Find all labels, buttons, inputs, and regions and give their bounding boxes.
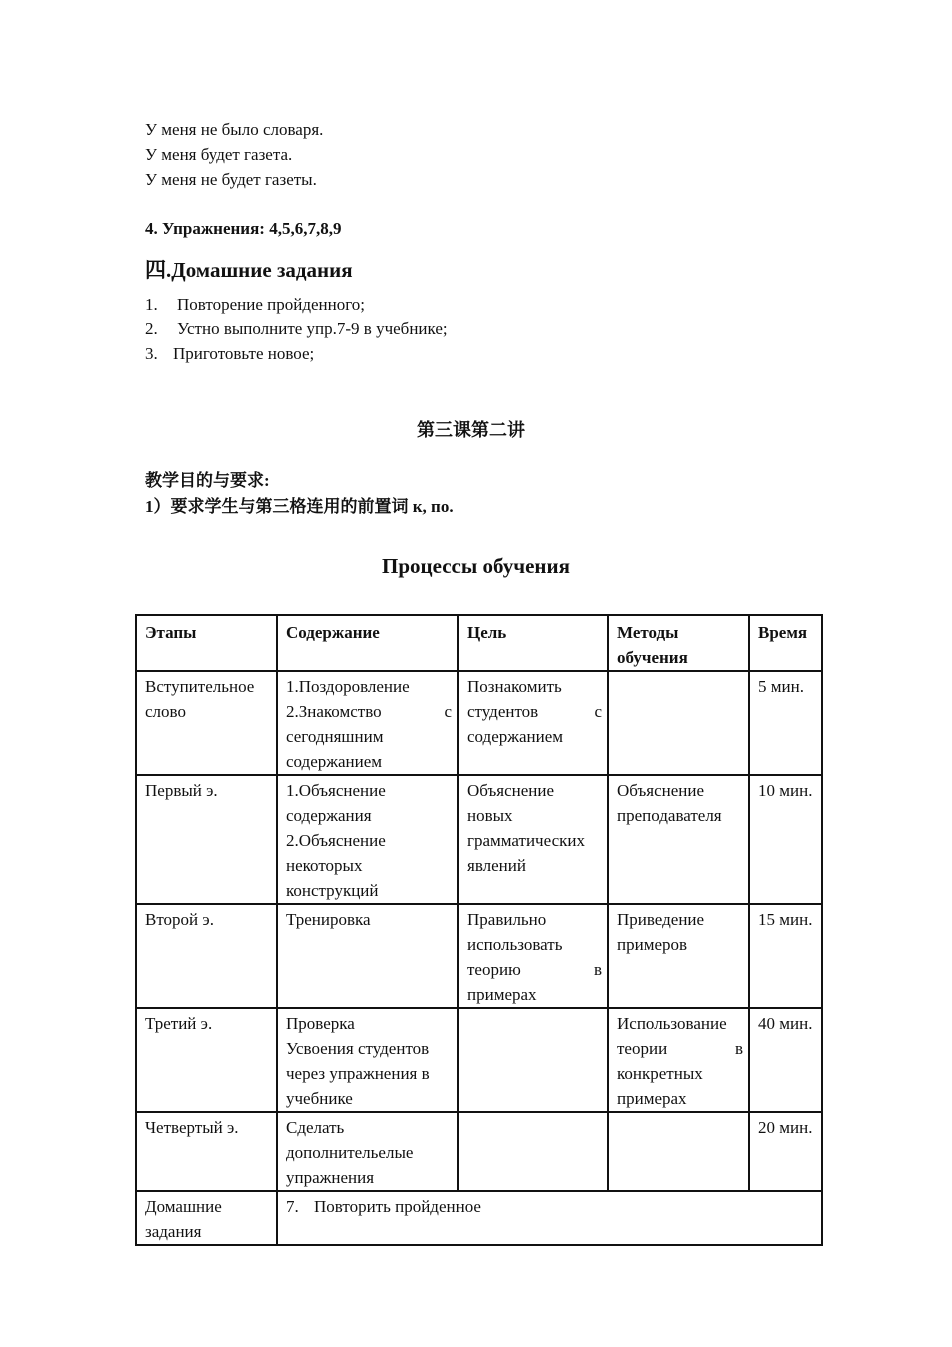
table-row <box>136 671 822 775</box>
time-cell: 40 мин. <box>749 1008 822 1112</box>
column-header: Методы обучения <box>608 615 749 671</box>
cell-line-justified <box>286 699 452 724</box>
cell-line: Усвоения студентов <box>286 1039 430 1058</box>
table-row-homework <box>136 1191 822 1245</box>
list-number: 7. <box>286 1197 299 1216</box>
cell-line-justified <box>617 1036 743 1061</box>
cell-line: содержанием <box>467 727 564 746</box>
cell-line: Тренировка <box>286 910 371 929</box>
cell-line: Использование <box>617 1014 727 1033</box>
cell-line: упражнения <box>286 1168 375 1187</box>
list-text: Устно выполните упр.7-9 в учебнике; <box>177 319 448 338</box>
cell-line: Познакомить <box>467 677 562 696</box>
cell-line: содержанием <box>286 752 383 771</box>
cell-word: с <box>444 702 452 721</box>
homework-item <box>145 319 448 339</box>
table-row <box>136 1008 822 1112</box>
column-header: Время <box>749 615 822 671</box>
list-number: 2. <box>145 319 158 338</box>
table-row <box>136 904 822 1008</box>
time-cell: 15 мин. <box>749 904 822 1008</box>
cell-line: учебнике <box>286 1089 353 1108</box>
lesson-title: 第三课第二讲 <box>417 420 525 440</box>
table-header-row <box>136 615 822 671</box>
list-number: 1. <box>145 295 158 314</box>
text-line: У меня не было словаря. <box>145 120 324 139</box>
cell-line: новых <box>467 806 513 825</box>
column-header: Содержание <box>277 615 458 671</box>
cell-line: использовать <box>467 935 563 954</box>
method-cell <box>608 1112 749 1191</box>
goal-cell <box>458 671 608 775</box>
method-cell <box>608 671 749 775</box>
content-cell <box>277 1112 458 1191</box>
time-cell: 5 мин. <box>749 671 822 775</box>
content-cell <box>277 1008 458 1112</box>
cell-line: Проверка <box>286 1014 355 1033</box>
cell-word: в <box>734 1039 743 1058</box>
cell-word: студентов <box>467 702 539 721</box>
goal-cell <box>458 1008 608 1112</box>
cell-word: теории <box>617 1039 668 1058</box>
cell-line: явлений <box>467 856 526 875</box>
list-text: Приготовьте новое; <box>173 344 315 363</box>
column-header: Цель <box>458 615 608 671</box>
cell-line: дополнительелые <box>286 1143 414 1162</box>
cell-word: в <box>593 960 602 979</box>
cell-line: примерах <box>467 985 537 1004</box>
goal-cell <box>458 904 608 1008</box>
lesson-plan-table <box>135 614 823 1246</box>
cell-line: Сделать <box>286 1118 345 1137</box>
cell-line: конкретных <box>617 1064 703 1083</box>
cell-word: с <box>594 702 602 721</box>
cell-line: 1.Поздоровление <box>286 677 410 696</box>
stage-cell: Вступительное слово <box>136 671 277 775</box>
cell-line: конструкций <box>286 881 379 900</box>
time-cell: 20 мин. <box>749 1112 822 1191</box>
exercises-heading: 4. Упражнения: 4,5,6,7,8,9 <box>145 219 342 238</box>
time-cell: 10 мин. <box>749 775 822 904</box>
table-row <box>136 1112 822 1191</box>
cell-line: Правильно <box>467 910 547 929</box>
homework-heading: 四.Домашние задания <box>145 258 353 282</box>
goals-heading: 教学目的与要求: <box>145 471 270 490</box>
cell-line: примерах <box>617 1089 687 1108</box>
cell-word: теорию <box>467 960 521 979</box>
content-cell <box>277 775 458 904</box>
cell-line-justified <box>467 957 602 982</box>
cell-line: некоторых <box>286 856 363 875</box>
cell-line: Объяснение <box>467 781 555 800</box>
process-title: Процессы обучения <box>382 554 570 578</box>
cell-line: 1.Объяснение <box>286 781 386 800</box>
content-cell <box>277 671 458 775</box>
stage-cell: Первый э. <box>136 775 277 904</box>
cell-line: грамматических <box>467 831 585 850</box>
stage-cell: Третий э. <box>136 1008 277 1112</box>
homework-item <box>145 295 365 315</box>
method-cell <box>608 1008 749 1112</box>
goal-cell <box>458 1112 608 1191</box>
method-cell: Объяснение преподавателя <box>608 775 749 904</box>
cell-line: содержания <box>286 806 372 825</box>
column-header: Этапы <box>136 615 277 671</box>
table-row <box>136 775 822 904</box>
stage-cell: Четвертый э. <box>136 1112 277 1191</box>
method-cell: Приведение примеров <box>608 904 749 1008</box>
goals-item: 1）要求学生与第三格连用的前置词 к, по. <box>145 497 454 516</box>
text-line: У меня не будет газеты. <box>145 170 317 189</box>
text-line: У меня будет газета. <box>145 145 293 164</box>
list-text: Повторить пройденное <box>314 1197 481 1216</box>
cell-word: 2.Знакомство <box>286 702 382 721</box>
goal-cell <box>458 775 608 904</box>
stage-cell: Домашние задания <box>136 1191 277 1245</box>
cell-line: 2.Объяснение <box>286 831 386 850</box>
list-text: Повторение пройденного; <box>177 295 365 314</box>
content-cell <box>277 904 458 1008</box>
cell-line: через упражнения в <box>286 1064 430 1083</box>
stage-cell: Второй э. <box>136 904 277 1008</box>
homework-item <box>145 344 314 364</box>
homework-cell <box>277 1191 822 1245</box>
cell-line: сегодняшним <box>286 727 384 746</box>
cell-line-justified <box>467 699 602 724</box>
list-number: 3. <box>145 344 158 363</box>
